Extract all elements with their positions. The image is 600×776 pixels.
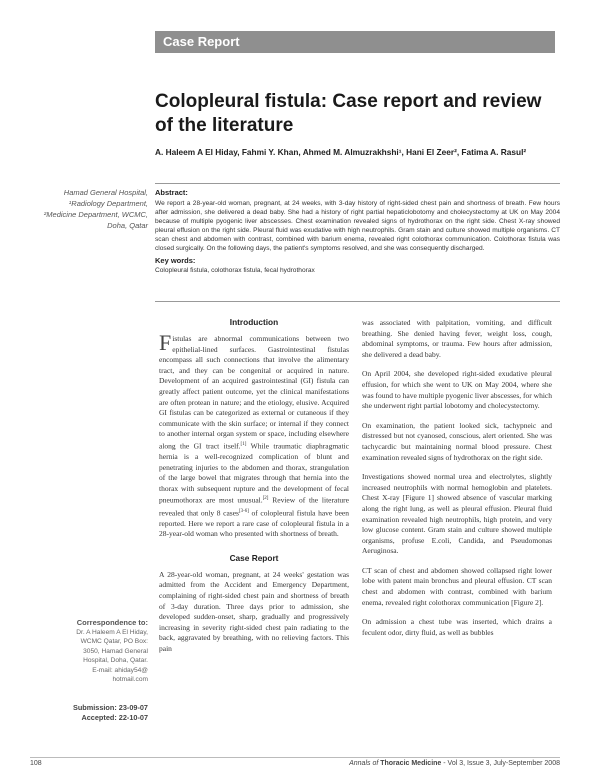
correspondence-line: Dr. A Haleem A El Hiday, (76, 628, 148, 636)
intro-text-d: of colopleural fistula have been reported. Here we report a rare case of colopleural fistula in a 28-year-old woman who presented with shortness of breath. (159, 508, 349, 539)
left-column (159, 316, 349, 655)
intro-text-b: While traumatic diaphragmatic hernia is a well-recognized complication of blunt and penetrating injuries to the abdomen and thorax, strangulation of the large bowel that migrates through that hernia into the thorax with subsequent rupture and the development of fecal pneumothorax are most unusual. (159, 441, 349, 505)
section-banner: Case Report (155, 31, 555, 53)
right-paragraph-2: On April 2004, she developed right-sided exudative pleural effusion, for which she went to UK on May 2004, where she was found to have multiple pyogenic liver abscesses, for which she underwent right partial lobotomy and cholecystectomy. (362, 369, 552, 411)
correspondence-email[interactable]: E-mail: ahiday54@ (92, 666, 148, 674)
keywords-heading: Key words: (155, 256, 196, 265)
dates (40, 703, 148, 723)
affiliation: Hamad General Hospital, ¹Radiology Department, ²Medicine Department, WCMC, Doha, Qatar (43, 188, 148, 230)
intro-heading: Introduction (229, 317, 279, 327)
author-list: A. Haleem A El Hiday, Fahmi Y. Khan, Ahmed M. Almuzrakhshi¹, Hani El Zeer², Fatima A. Rasul² (155, 147, 527, 157)
accepted-date: Accepted: 22-10-07 (81, 713, 148, 722)
intro-paragraph (159, 330, 349, 540)
abstract-box (155, 183, 560, 302)
ref-2: [2] (262, 496, 269, 502)
footer-divider (30, 757, 560, 758)
correspondence-line: Hospital, Doha, Qatar. (83, 657, 148, 664)
page-number: 108 (30, 760, 42, 767)
right-paragraph-3: On examination, the patient looked sick, tachypneic and distressed but not cyanosed, conscious, alert oriented. She was tachycardic but maintaining normal blood pressure. Chest examination revealed signs of hydrothorax on the right side. (362, 420, 552, 462)
keywords-text: Colopleural fistula, colothorax fistula, fecal hydrothorax (155, 267, 315, 274)
right-paragraph-1: was associated with palpitation, vomiting, and difficult breathing. She denied having fever, weight loss, cough, abdominal symptoms, or trauma. Few hours after admission, she delivered a dead baby. (362, 318, 552, 359)
article-title: Colopleural fistula: Case report and review of the literature (155, 91, 542, 136)
correspondence (40, 618, 148, 685)
correspondence-line: 3050, Hamad General (83, 647, 148, 655)
ref-1: [1] (240, 441, 247, 447)
correspondence-line: WCMC Qatar, PO Box: (80, 638, 148, 645)
abstract-text: We report a 28-year-old woman, pregnant, at 24 weeks, with 3-day history of right-sided chest pain and shortness of breath. Few hours after admission, she delivered a dead baby. She had a history of right partial hepaticlobotomy and cholecystectomy at UK on May 2004 because of multiple pyogenic liver abscesses. Chest examination revealed signs of hydrothorax on the right side. Chest X-ray showed pleural effusion on the right side. Pleural fluid was exudative with high neutrophils. Gram stain and culture showed multiple organisms. CT scan chest and abdomen with contrast, combined with barium enema, revealed right colothorax communication. Colothorax fistula was closed surgically. On the following days, the patient's symptoms resolved, and she was consequently discharged. (155, 200, 560, 252)
case-paragraph: A 28-year-old woman, pregnant, at 24 weeks' gestation was admitted from the Accident and Emergency Department, complaining of right-sided chest pain and shortness of breath of 3-day duration. Three days prior to admission, she developed sudden-onset, sharp, gradually and progressively increasing in severity right-sided chest pain radiating to the back, aggravated by breathing, with no relieving factors. This pain (159, 569, 349, 653)
case-heading: Case Report (229, 552, 279, 563)
journal-name: Thoracic Medicine (380, 760, 442, 767)
correspondence-email[interactable]: hotmail.com (112, 676, 148, 683)
correspondence-heading: Correspondence to: (76, 618, 148, 627)
right-paragraph-6: On admission a chest tube was inserted, which drains a feculent odor, dirty fluid, as well as bubbles (362, 617, 552, 637)
intro-text-a: Fistulas are abnormal communications between two epithelial-lined surfaces. Gastrointestinal fistulas encompass all such connections that involve the alimentary tract, and they can be congenital or acquired in nature. Development of an acquired gastrointestinal (GI) fistula can greatly affect patient outcome, yet the clinical manifestations are often protean in nature; and the etiology, elusive. Acquired GI fistulas can be categorized as external or cutaneous if they communicate with the skin surface; or internal if they connect to another internal organ system or space, including elsewhere along the GI tract itself. (159, 330, 349, 451)
right-paragraph-5: CT scan of chest and abdomen showed collapsed right lower lobe with patent main bronchus and pleural effusion. CT scan chest and abdomen with contrast, combined with barium enema, revealed right colothorax communication [Figure 2]. (362, 565, 552, 607)
intro-text-c: Review of the literature revealed that only 8 cases (159, 495, 349, 517)
submission-date: Submission: 23-09-07 (72, 703, 148, 712)
right-paragraph-4: Investigations showed normal urea and electrolytes, slightly increased neutrophils with normal hemoglobin and platelets. Chest X-ray [Figure 1] showed absence of vascular marking along the right lung, as well as pleural effusion. Pleural fluid examination revealed high neutrophils, high protein, and very low glucose content. Gram stain and culture showed multiple organisms, profuse E.coli, Candida, and Pseudomonas Aeruginosa. (362, 472, 552, 556)
journal-issue: - Vol 3, Issue 3, July-September 2008 (441, 760, 560, 767)
journal-footer (330, 760, 560, 767)
right-column (362, 318, 552, 638)
journal-prefix: Annals of (349, 760, 379, 767)
abstract-heading: Abstract: (155, 188, 188, 197)
ref-3: [3-6] (238, 508, 249, 514)
